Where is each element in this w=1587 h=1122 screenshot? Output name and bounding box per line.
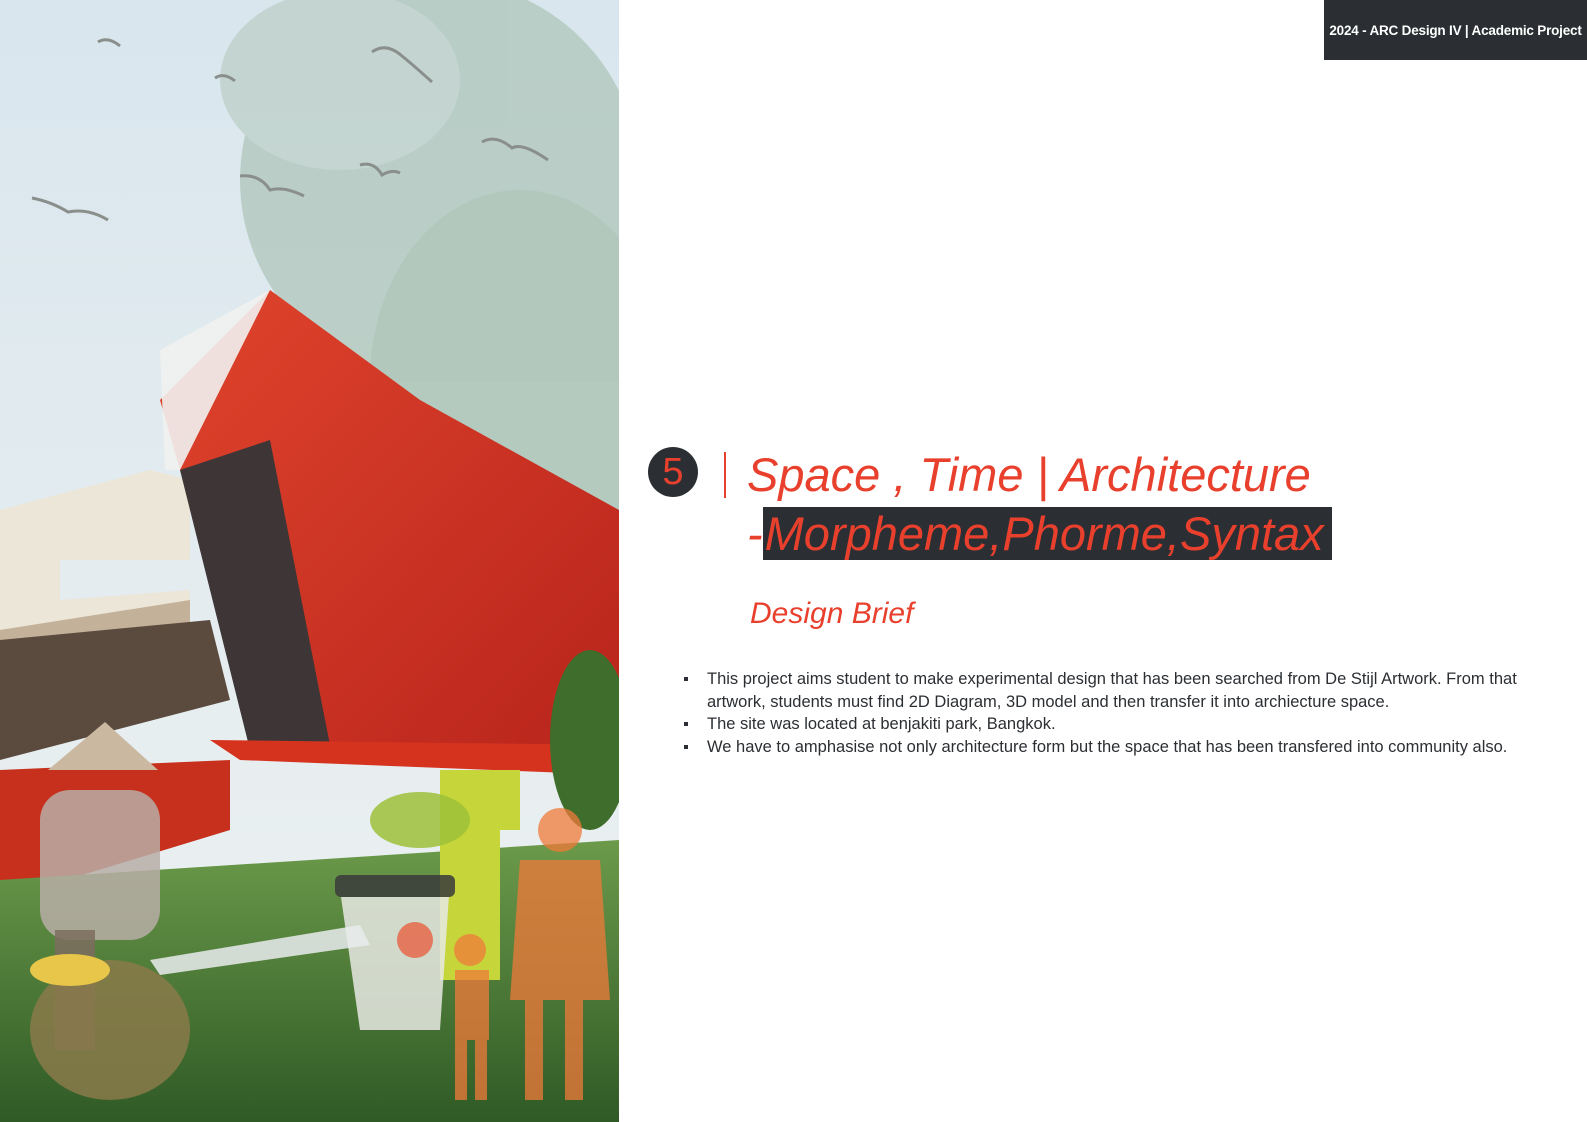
brief-item-text: This project aims student to make experimental design that has been searched from De Stijl Artwork. From that artwork, students must find 2D Diagram, 3D model and then transfer it into archiecture space. [707,670,1517,711]
bullet-icon [684,745,688,749]
render-illustration [0,0,619,1122]
subtitle-highlight: Morpheme,Phorme,Syntax [763,507,1332,560]
architectural-render [0,0,619,1122]
list-item [683,713,1578,736]
list-item [683,736,1578,759]
design-brief-heading: Design Brief [750,597,914,630]
project-title: Space , Time | Architecture [747,448,1311,501]
list-item [683,668,1578,713]
bullet-icon [684,677,688,681]
project-subtitle [747,505,1332,563]
bullet-icon [684,722,688,726]
design-brief-list [683,668,1578,758]
brief-item-text: We have to amphasise not only architecture form but the space that has been transfered into community also. [707,737,1508,756]
project-number-badge: 5 [648,447,698,497]
brief-item-text: The site was located at benjakiti park, Bangkok. [707,715,1056,733]
subtitle-prefix: - [747,507,763,560]
title-divider [724,452,726,498]
header-badge: 2024 - ARC Design IV | Academic Project [1324,0,1587,60]
